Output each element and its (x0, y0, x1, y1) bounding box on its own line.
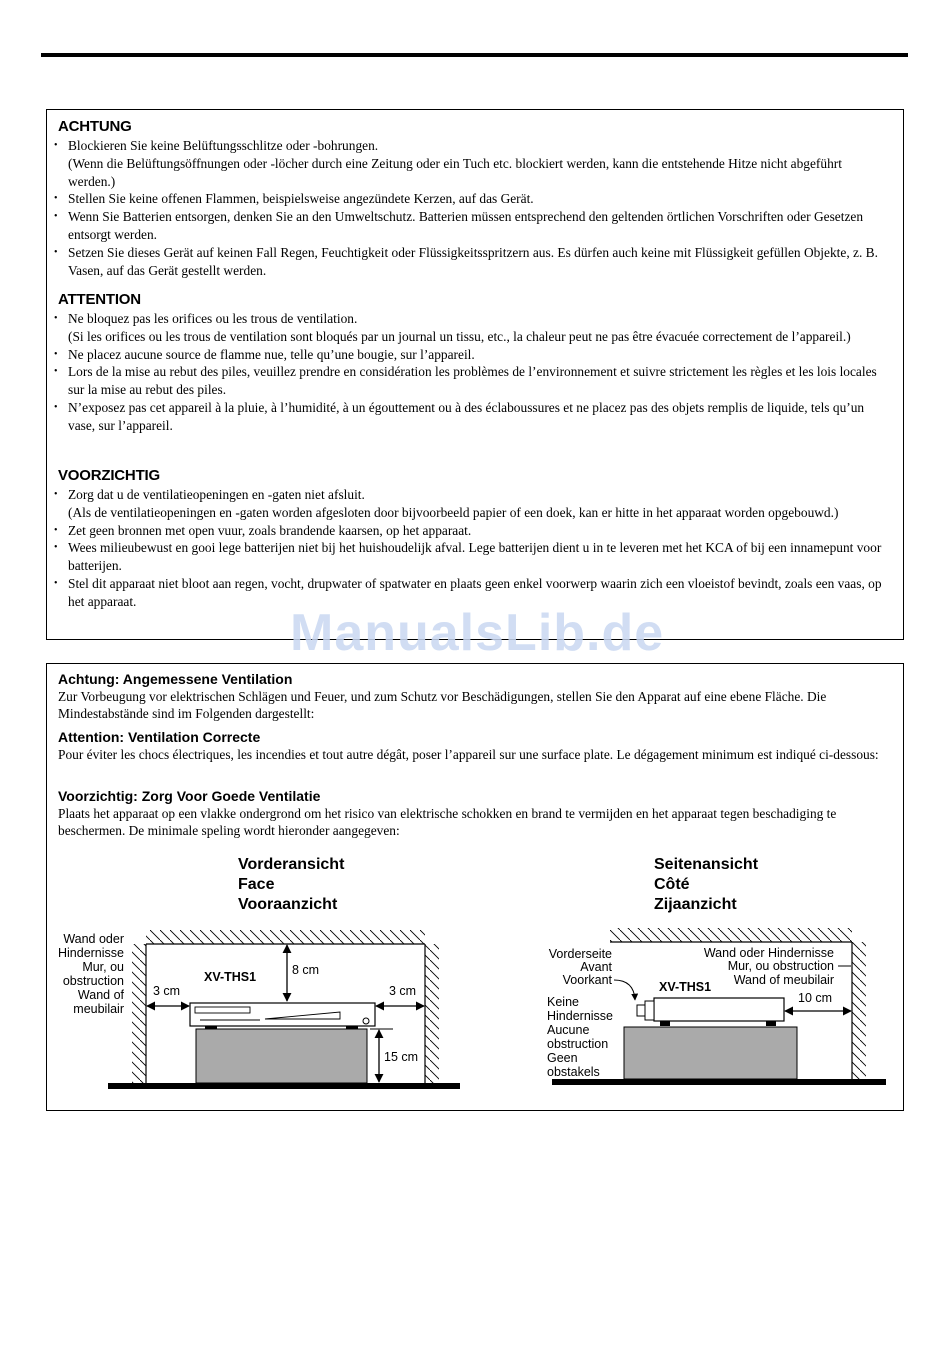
no-obstacle-line: Keine (547, 995, 579, 1009)
device-foot (766, 1021, 776, 1026)
list-item: • Zorg dat u de ventilatieopeningen en -gaten niet afsluit. (Als de ventilatieopeningen en -gaten worden afgesloten door bijvoorbeeld papier of een doek, kan er hitte in het apparaat worden opgebouwd.) (58, 486, 890, 522)
wall-label-line: meubilair (73, 1002, 124, 1016)
section-heading: ATTENTION (58, 291, 141, 308)
list-item: • Setzen Sie dieses Gerät auf keinen Fall Regen, Feuchtigkeit oder Flüssigkeitsspritzern aus. Es dürfen auch keine mit Flüssigkeit gefüllen Objekte, z. B. Vasen, auf das Gerät gestellt werden. (58, 244, 890, 280)
stand (196, 1029, 367, 1083)
wall-label-line: Wand oder (63, 932, 124, 946)
side-stand (624, 1027, 797, 1079)
front-view-diagram (58, 856, 460, 1089)
section-heading: ACHTUNG (58, 118, 132, 135)
device-foot (660, 1021, 670, 1026)
left-wall-hatch (132, 944, 146, 1084)
side-view-title-nl: Zijaanzicht (654, 896, 737, 913)
side-ceiling-hatch (610, 928, 852, 942)
watermark: ManualsLib.de (290, 604, 665, 662)
right-clearance-label: 3 cm (389, 984, 417, 998)
no-obstacle-line: Hindernisse (547, 1009, 614, 1023)
list-item: • Lors de la mise au rebut des piles, veuillez prendre en considération les problèmes de l’environnement et suivre strictement les règles et les lois locales sur la mise au rebut des piles. (58, 363, 890, 399)
side-wall-labels (704, 946, 834, 987)
list-item: • Zet geen bronnen met open vuur, zoals brandende kaarsen, op het apparaat. (58, 522, 890, 540)
front-label-line: Avant (580, 960, 612, 974)
side-view-diagram (547, 856, 886, 1085)
front-view-title-fr: Face (238, 876, 275, 893)
front-pointer-line (614, 980, 635, 1000)
no-obstacle-line: obstakels (547, 1065, 600, 1079)
list-item: • Wees milieubewust en gooi lege batterijen niet bij het huishoudelijk afval. Lege batterijen dient u in te leveren met het KCA of bij een innamepunt voor batterijen. (58, 539, 890, 575)
side-wall-hatch (852, 942, 866, 1080)
side-front-labels (549, 947, 613, 987)
front-wall-labels (58, 932, 125, 1016)
side-model-label: XV-THS1 (659, 980, 712, 994)
top-clearance-label: 8 cm (292, 963, 320, 977)
section-heading: VOORZICHTIG (58, 467, 160, 484)
list-item: • Blockieren Sie keine Belüftungsschlitze oder -bohrungen. (Wenn die Belüftungsöffnungen oder -löcher durch eine Zeitung oder ein Tuch etc. blockiert werden, kann die entstehende Hitze nicht abgeführt werden.) (58, 137, 890, 190)
no-obstacle-labels (547, 995, 613, 1079)
ceiling-hatch (146, 930, 425, 944)
list-item: • Ne bloquez pas les orifices ou les trous de ventilation. (Si les orifices ou les trous de ventilation sont bloqués par un journal un tissu, etc., la chaleur peut ne pas être évacuée correctement de l’appareil.) (58, 310, 890, 346)
list-item: • N’exposez pas cet appareil à la pluie, à l’humidité, à un égouttement ou à des éclaboussures et ne placez pas des objets remplis de liquide, tels qu’un vase, sur l’appareil. (58, 399, 890, 435)
section-heading: Voorzichtig: Zorg Voor Goede Ventilatie (58, 788, 321, 804)
device-foot (346, 1026, 358, 1029)
wall-label-line: Wand of meubilair (733, 973, 834, 987)
list-item: • Stellen Sie keine offenen Flammen, beispielsweise angezündete Kerzen, auf das Gerät. (58, 190, 890, 208)
rear-clearance-label: 10 cm (798, 991, 833, 1005)
wall-label-line: Wand oder Hindernisse (703, 946, 834, 960)
front-model-label: XV-THS1 (204, 970, 257, 984)
wall-label-line: Hindernisse (57, 946, 124, 960)
device-foot (205, 1026, 217, 1029)
section-text: Zur Vorbeugung vor elektrischen Schlägen und Feuer, und zum Schutz vor Beschädigungen, stellen Sie den Apparat auf eine ebene Fläche. Die Mindestabstände sind im Folgenden dargestellt: (58, 689, 827, 721)
front-view-title-de: Vorderansicht (238, 856, 345, 873)
section-heading: Attention: Ventilation Correcte (58, 729, 261, 745)
side-floor (552, 1079, 886, 1085)
no-obstacle-line: Geen (547, 1051, 578, 1065)
wall-label-line: Wand of (77, 988, 124, 1002)
right-wall-hatch (425, 944, 439, 1084)
section-text: Plaats het apparaat op een vlakke ondergrond om het risico van elektrische schokken en brand te vermijden en het apparaat tegen beschadiging te beschermen. De minimale speling wordt hieronder aangegeven: (58, 806, 837, 838)
front-label-line: Voorkant (562, 973, 612, 987)
wall-label-line: Mur, ou (82, 960, 124, 974)
section-heading: Achtung: Angemessene Ventilation (58, 671, 293, 687)
device-front (190, 1003, 375, 1026)
front-view-title-nl: Vooraanzicht (238, 896, 338, 913)
no-obstacle-line: Aucune (547, 1023, 590, 1037)
no-obstacle-line: obstruction (547, 1037, 609, 1051)
left-clearance-label: 3 cm (153, 984, 181, 998)
device-front-panel (645, 1001, 654, 1020)
side-view-title-de: Seitenansicht (654, 856, 759, 873)
list-item: • Wenn Sie Batterien entsorgen, denken Sie an den Umweltschutz. Batterien müssen entsprechend den geltenden örtlichen Vorschriften oder Gesetzen entsorgt werden. (58, 208, 890, 244)
floor (108, 1083, 460, 1089)
bottom-clearance-label: 15 cm (384, 1050, 419, 1064)
section-text: Pour éviter les chocs électriques, les incendies et tout autre dégât, poser l’appareil sur une surface plate. Le dégagement minimum est indiqué ci-dessous: (58, 747, 879, 762)
list-item: • Stel dit apparaat niet bloot aan regen, vocht, drupwater of spatwater en plaats geen enkel voorwerp waarin zich een vloeistof bevindt, zoals een vaas, op het apparaat. (58, 575, 890, 611)
front-label-line: Vorderseite (548, 947, 612, 961)
wall-label-line: obstruction (62, 974, 124, 988)
wall-label-line: Mur, ou obstruction (727, 959, 834, 973)
device-front-knob (637, 1005, 645, 1016)
device-side (654, 998, 784, 1021)
list-item: • Ne placez aucune source de flamme nue, telle qu’une bougie, sur l’appareil. (58, 346, 890, 364)
side-view-title-fr: Côté (654, 876, 690, 893)
